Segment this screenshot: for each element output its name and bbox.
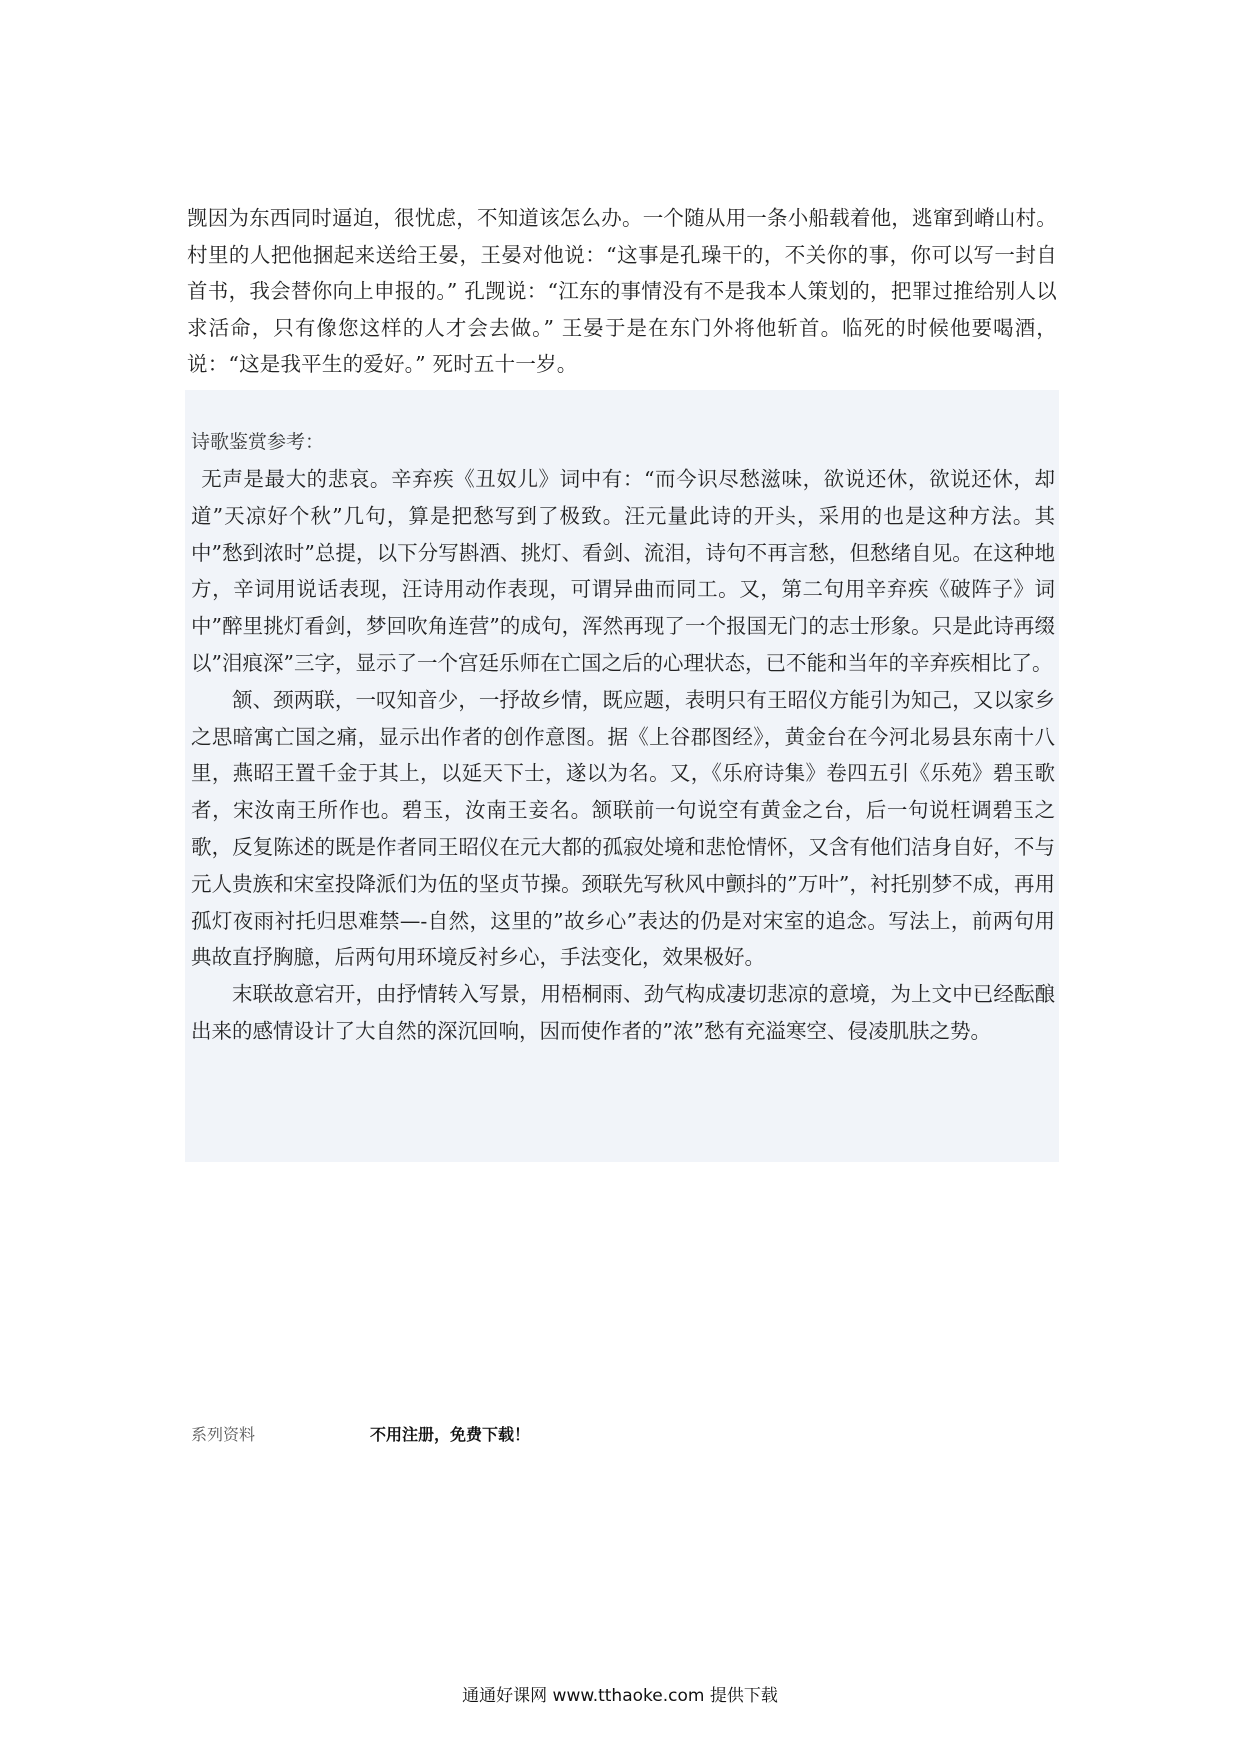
- biography-translation: [187, 200, 1057, 383]
- poem-appreciation-panel: [185, 390, 1059, 1162]
- intro-paragraph: 觊因为东西同时逼迫，很忧虑，不知道该怎么办。一个随从用一条小船载着他，逃窜到嵴山村。村里的人把他捆起来送给王晏，王晏对他说：“这事是孔璪干的，不关你的事，你可以写一封自首书，我会替你向上申报的。” 孔觊说：“江东的事情没有不是我本人策划的，把罪过推给别人以求活命，只有像您这样的人才会去做。” 王晏于是在东门外将他斩首。临死的时候他要喝酒，说：“这是我平生的爱好。” 死时五十一岁。: [187, 206, 1057, 376]
- series-label: [191, 1424, 255, 1446]
- section-title: 诗歌鉴赏参考：: [191, 431, 325, 453]
- poem-appreciation-content: [191, 425, 1055, 1050]
- appreciation-paragraph-3: 末联故意宕开，由抒情转入写景，用梧桐雨、劲气构成凄切悲凉的意境，为上文中已经酝酿出来的感情设计了大自然的深沉回响，因而使作者的”浓”愁有充溢寒空、侵凌肌肤之势。: [191, 982, 1055, 1043]
- appreciation-paragraph-1: 无声是最大的悲哀。辛弃疾《丑奴儿》词中有：“而今识尽愁滋味，欲说还休，欲说还休，却道”天凉好个秋”几句，算是把愁写到了极致。汪元量此诗的开头，采用的也是这种方法。其中”愁到浓时”总提，以下分写斟酒、挑灯、看剑、流泪，诗句不再言愁，但愁绪自见。在这种地方，辛词用说话表现，汪诗用动作表现，可谓异曲而同工。又，第二句用辛弃疾《破阵子》词中”醉里挑灯看剑，梦回吹角连营”的成句，浑然再现了一个报国无门的志士形象。只是此诗再缀以”泪痕深”三字，显示了一个宫廷乐师在亡国之后的心理状态，已不能和当年的辛弃疾相比了。: [191, 467, 1055, 675]
- free-download-link[interactable]: 不用注册，免费下载！: [370, 1425, 531, 1444]
- series-label-text: 系列资料: [191, 1425, 256, 1444]
- site-credit: 通通好课网 www.tthaoke.com 提供下载: [462, 1686, 778, 1706]
- appreciation-paragraph-2: 颔、颈两联，一叹知音少，一抒故乡情，既应题，表明只有王昭仪方能引为知己，又以家乡之思暗寓亡国之痛，显示出作者的创作意图。据《上谷郡图经》，黄金台在今河北易县东南十八里，燕昭王置千金于其上，以延天下士，遂以为名。又，《乐府诗集》卷四五引《乐苑》碧玉歌者，宋汝南王所作也。碧玉，汝南王妾名。颔联前一句说空有黄金之台，后一句说枉调碧玉之歌，反复陈述的既是作者同王昭仪在元大都的孤寂处境和悲怆情怀，又含有他们洁身自好，不与元人贵族和宋室投降派们为伍的坚贞节操。颈联先写秋风中颤抖的”万叶”，衬托别梦不成，再用孤灯夜雨衬托归思难禁—-自然，这里的”故乡心”表达的仍是对宋室的追念。写法上，前两句用典故直抒胸臆，后两句用环境反衬乡心，手法变化，效果极好。: [191, 687, 1055, 970]
